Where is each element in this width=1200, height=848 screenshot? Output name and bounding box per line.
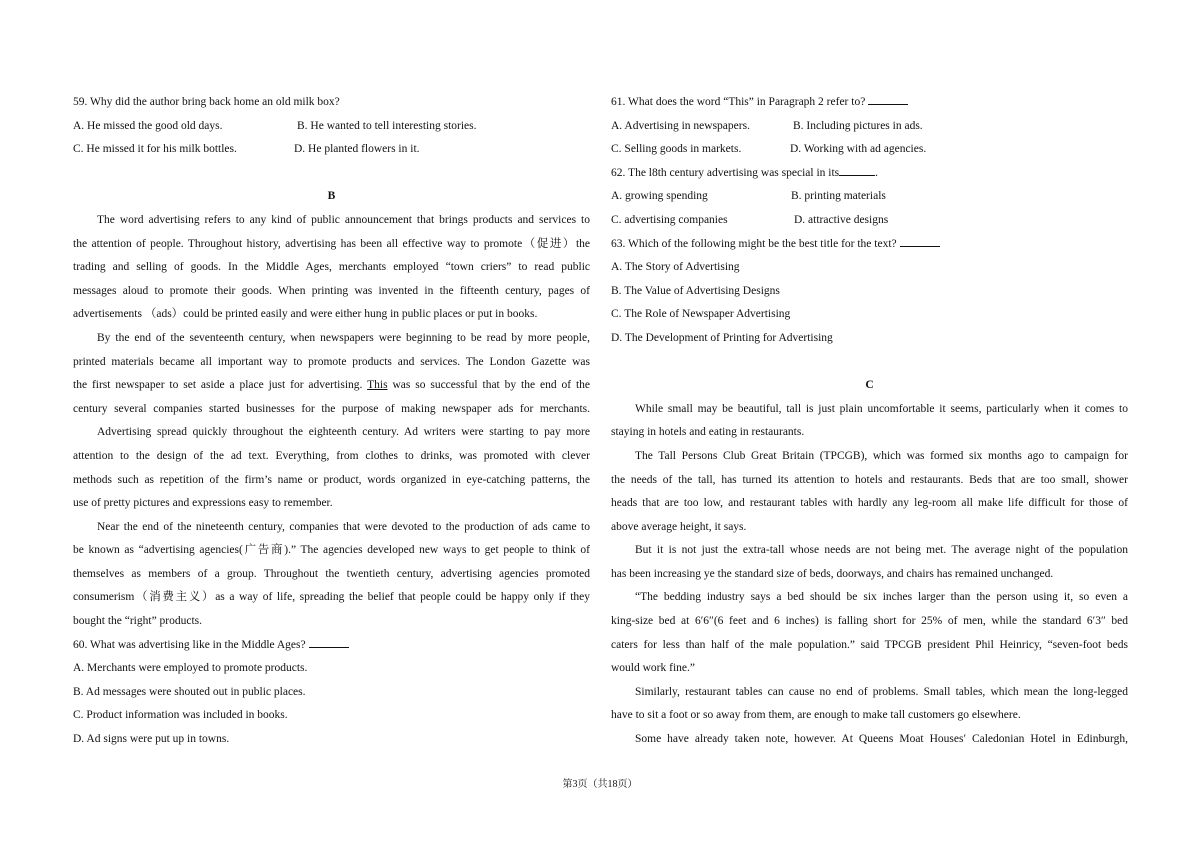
passage-b-line: century several companies started businesses for the purpose of making newspaper ads for merchants. (73, 402, 590, 415)
passage-b-line: messages aloud to promote their goods. When printing was invented in the fifteenth century, pages of (73, 284, 590, 297)
options-row (73, 115, 590, 139)
section-c-title: C (865, 379, 874, 392)
passage-b-text: was so successful that by the end of the (392, 379, 590, 392)
option-a: A. He missed the good old days. (73, 119, 223, 132)
question-63: 63. Which of the following might be the best title for the text? (611, 233, 1128, 257)
option-d: D. He planted flowers in it. (294, 143, 420, 156)
passage-c-line: staying in hotels and eating in restaurants. (611, 426, 805, 439)
question-61: 61. What does the word “This” in Paragraph 2 refer to? (611, 91, 1128, 115)
passage-b-line: use of pretty pictures and expressions easy to remember. (73, 497, 333, 510)
passage-c-line: The Tall Persons Club Great Britain (TPCGB), which was formed six months ago to campaign for (635, 449, 1128, 462)
option-d: D. The Development of Printing for Advertising (611, 331, 833, 344)
option-a: A. growing spending (611, 190, 708, 203)
passage-c-line: above average height, it says. (611, 520, 747, 533)
passage-c-line: has been increasing ye the standard size of beds, doorways, and chairs has remained unchanged. (611, 567, 1054, 580)
option-a: A. The Story of Advertising (611, 261, 740, 274)
question-62: 62. The l8th century advertising was special in its . (611, 162, 1128, 186)
passage-c-line: the needs of the tall, has turned its attention to hotels and restaurants. Beds that are too small, shower (611, 473, 1128, 486)
passage-b-line: advertisements （ads）could be printed easily and were either hung in public places or put in books. (73, 308, 538, 321)
passage-b-text: the first newspaper to set aside a place just for advertising. (73, 379, 363, 392)
passage-c-line: “The bedding industry says a bed should be six inches larger than the person using it, so even a (635, 591, 1128, 604)
right-column (611, 91, 1128, 752)
passage-b-line: the attention of people. Throughout history, advertising has been all effective way to promote（促进）the (73, 237, 590, 250)
underlined-this: This (367, 379, 388, 392)
option-b: B. Ad messages were shouted out in public places. (73, 685, 306, 698)
option-d: D. Working with ad agencies. (790, 143, 927, 156)
passage-b-line: printed materials became all important way to promote products and services. The London Gazette was (73, 355, 590, 368)
left-column (73, 91, 590, 752)
passage-b-line: The word advertising refers to any kind of public announcement that brings products and services to (97, 213, 590, 226)
passage-c-line: Some have already taken note, however. At Queens Moat Houses′ Caledonian Hotel in Edinburgh, (635, 733, 1128, 746)
passage-c-line: would work fine.” (611, 662, 695, 675)
passage-c-line: But it is not just the extra-tall whose needs are not being met. The average night of the population (635, 544, 1128, 557)
passage-b-line: themselves as members of a group. Throughout the twentieth century, advertising agencies promoted (73, 567, 590, 580)
passage-b-line: Near the end of the nineteenth century, companies that were devoted to the production of ads came to (97, 520, 590, 533)
option-c: C. The Role of Newspaper Advertising (611, 308, 791, 321)
option-c: C. advertising companies (611, 213, 728, 226)
options-row (611, 115, 1128, 139)
option-b: B. Including pictures in ads. (793, 119, 923, 132)
option-b: B. He wanted to tell interesting stories. (297, 119, 477, 132)
section-b-title: B (327, 190, 336, 203)
passage-c-line: caters for less than half of the male population.” said TPCGB president Phil Heinricy, “seven-foot beds (611, 638, 1128, 651)
answer-blank[interactable] (309, 635, 349, 648)
page-number: 第3页（共18页） (562, 779, 638, 790)
passage-b-line: be known as “advertising agencies(广告商).” The agencies developed new ways to get people to think of (73, 544, 590, 557)
passage-b-line: consumerism（消费主义）as a way of life, spreading the belief that people could be happy only if they (73, 591, 590, 604)
passage-c-line: While small may be beautiful, tall is just plain uncomfortable it seems, particularly when it comes to (635, 402, 1128, 415)
passage-b-line: methods such as repetition of the firm’s name or product, words organized in eye-catching patterns, the (73, 473, 590, 486)
options-row (611, 209, 1128, 233)
options-row (611, 185, 1128, 209)
passage-b-line: trading and selling of goods. In the Middle Ages, merchants employed “town criers” to read public (73, 261, 590, 274)
option-a: A. Advertising in newspapers. (611, 119, 750, 132)
passage-c-line: have to sit a foot or so away from them, are enough to make tall customers go elsewhere. (611, 709, 1021, 722)
option-c: C. Product information was included in books. (73, 709, 288, 722)
question-59: 59. Why did the author bring back home an old milk box? (73, 96, 340, 108)
options-row (73, 138, 590, 162)
passage-b-line: Advertising spread quickly throughout the eighteenth century. Ad writers were starting to pay more (97, 426, 590, 439)
option-b: B. printing materials (791, 190, 886, 203)
option-d: D. Ad signs were put up in towns. (73, 733, 230, 746)
question-60: 60. What was advertising like in the Middle Ages? (73, 634, 590, 658)
answer-blank[interactable] (868, 92, 908, 105)
passage-b-line: By the end of the seventeenth century, when newspapers were beginning to be read by more people, (97, 331, 590, 344)
passage-c-line: king-size bed at 6′6″(6 feet and 6 inches) is falling short for 25% of men, while the standard 6′3″ bed (611, 615, 1128, 628)
option-a: A. Merchants were employed to promote products. (73, 662, 308, 675)
option-c: C. Selling goods in markets. (611, 143, 742, 156)
passage-c-line: Similarly, restaurant tables can cause no end of problems. Small tables, which mean the long-legged (635, 685, 1128, 698)
options-row (611, 138, 1128, 162)
passage-b-line (73, 374, 590, 398)
passage-b-line: bought the “right” products. (73, 615, 203, 628)
option-b: B. The Value of Advertising Designs (611, 284, 780, 297)
answer-blank[interactable] (900, 234, 940, 247)
passage-c-line: heads that are too low, and restaurant tables with hardly any leg-room all make life difficult for those of (611, 497, 1128, 510)
option-d: D. attractive designs (794, 213, 889, 226)
passage-b-line: attention to the design of the ad text. Everything, from clothes to drinks, was promoted with clever (73, 449, 590, 462)
option-c: C. He missed it for his milk bottles. (73, 143, 237, 156)
answer-blank[interactable] (839, 163, 875, 176)
